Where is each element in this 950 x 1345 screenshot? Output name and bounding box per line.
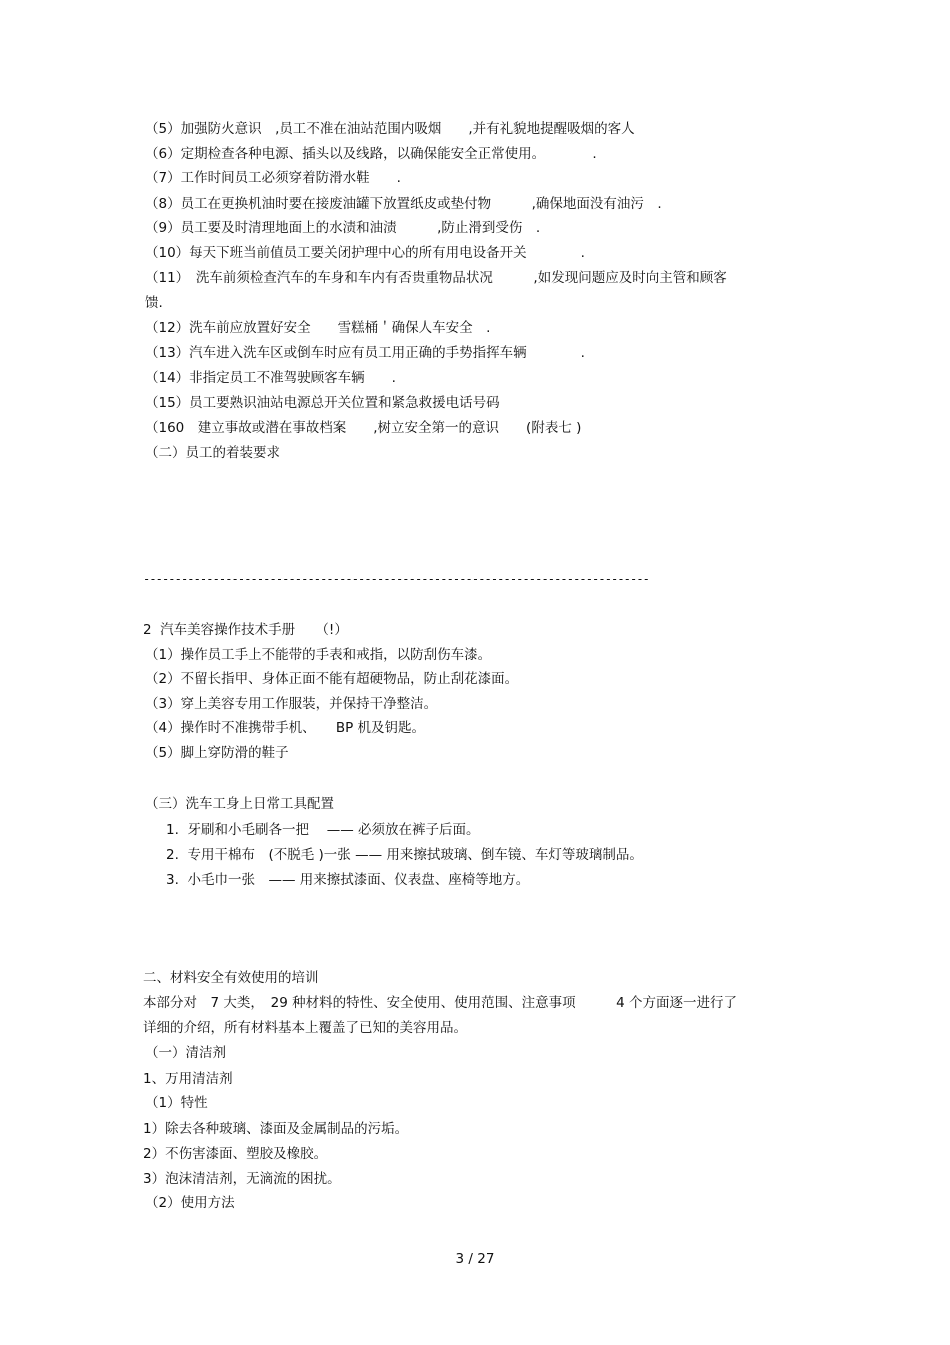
rule-13: （13）汽车进入洗车区或倒车时应有员工用正确的手势指挥车辆 . [145,345,585,361]
manual-item-5: （5）脚上穿防滑的鞋子 [145,745,289,761]
rule-10: （10）每天下班当前值员工要关闭护理中心的所有用电设备开关 . [145,245,585,261]
manual-item-2: （2）不留长指甲、身体正面不能有超硬物品，防止刮花漆面。 [145,671,519,687]
tool-item-2: 2. 专用干棉布 (不脱毛 )一张 —— 用来擦拭玻璃、倒车镜、车灯等玻璃制品。 [166,847,643,863]
manual-item-3: （3）穿上美容专用工作服装，并保持干净整洁。 [145,696,438,712]
heading-dress-code: （二）员工的着装要求 [145,445,280,461]
tool-item-1: 1. 牙刷和小毛刷各一把 —— 必须放在裤子后面。 [166,822,480,838]
intro-paragraph-line-2: 详细的介绍，所有材料基本上覆盖了已知的美容用品。 [143,1020,467,1036]
property-3: 3）泡沫清洁剂，无滴流的困扰。 [143,1171,341,1187]
page-number: 3 / 27 [455,1251,495,1267]
rule-12: （12）洗车前应放置好安全 雪糕桶＇确保人车安全 . [145,320,491,336]
rule-11: （11） 洗车前须检查汽车的车身和车内有否贵重物品状况 ,如发现问题应及时向主管和顾客 [145,270,727,286]
rule-8: （8）员工在更换机油时要在接废油罐下放置纸皮或垫付物 ,确保地面没有油污 . [145,196,662,212]
rule-14: （14）非指定员工不准驾驶顾客车辆 . [145,370,396,386]
heading-properties: （1）特性 [145,1095,208,1111]
tool-item-3: 3. 小毛巾一张 —— 用来擦拭漆面、仪表盘、座椅等地方。 [166,872,530,888]
rule-15: （15）员工要熟识油站电源总开关位置和紧急救援电话号码 [145,395,500,411]
rule-11-continued: 馈. [145,295,163,311]
rule-9: （9）员工要及时清理地面上的水渍和油渍 ,防止滑到受伤 . [145,220,541,236]
rule-7: （7）工作时间员工必须穿着防滑水鞋 . [145,170,401,186]
heading-universal-cleaner: 1、万用清洁剂 [143,1071,233,1087]
heading-usage: （2）使用方法 [145,1195,235,1211]
rule-5: （5）加强防火意识 ,员工不准在油站范围内吸烟 ,并有礼貌地提醒吸烟的客人 [145,121,635,137]
dashed-separator: -------------------------------------------------------------------------------- [143,572,649,586]
heading-cleaners: （一）清洁剂 [145,1045,226,1061]
property-2: 2）不伤害漆面、塑胶及橡胶。 [143,1146,328,1162]
heading-manual: 2 汽车美容操作技术手册 （!） [143,622,348,638]
heading-materials-training: 二、材料安全有效使用的培训 [143,970,319,986]
intro-paragraph-line-1: 本部分对 7 大类， 29 种材料的特性、安全使用、使用范围、注意事项 4 个方面逐一进行了 [143,995,737,1011]
property-1: 1）除去各种玻璃、漆面及金属制品的污垢。 [143,1121,409,1137]
rule-16: （160 建立事故或潜在事故档案 ,树立安全第一的意识 (附表七 ) [145,420,582,436]
manual-item-4: （4）操作时不准携带手机、 BP 机及钥匙。 [145,720,426,736]
heading-tools: （三）洗车工身上日常工具配置 [145,796,334,812]
rule-6: （6）定期检查各种电源、插头以及线路，以确保能安全正常使用。 . [145,146,597,162]
manual-item-1: （1）操作员工手上不能带的手表和戒指，以防刮伤车漆。 [145,647,492,663]
